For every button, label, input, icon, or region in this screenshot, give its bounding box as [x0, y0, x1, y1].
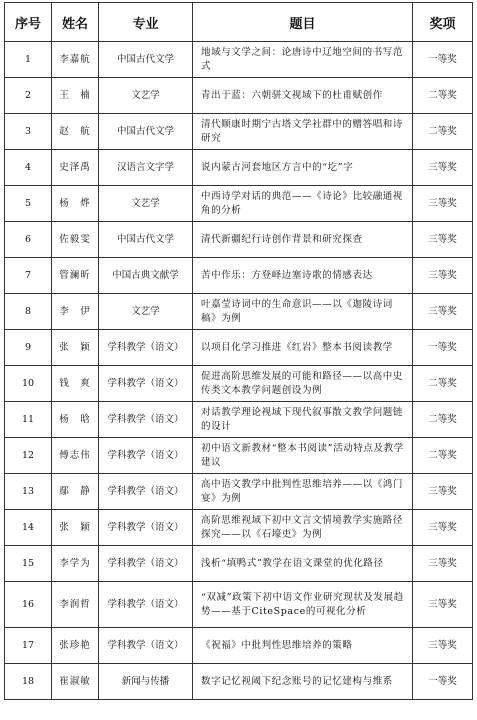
cell-no: 14 — [5, 510, 52, 546]
table-body — [5, 42, 473, 700]
cell-name: 佐毅雯 — [52, 222, 99, 258]
cell-no: 2 — [5, 78, 52, 114]
table-row — [5, 510, 473, 546]
cell-award: 二等奖 — [413, 438, 473, 474]
cell-award: 二等奖 — [413, 78, 473, 114]
cell-name: 钱 爽 — [52, 366, 99, 402]
cell-name: 李嘉航 — [52, 42, 99, 78]
cell-major: 文艺学 — [99, 186, 193, 222]
table-row — [5, 258, 473, 294]
cell-name: 杨 烨 — [52, 186, 99, 222]
cell-award: 三等奖 — [413, 294, 473, 330]
cell-no: 12 — [5, 438, 52, 474]
cell-no: 4 — [5, 150, 52, 186]
cell-no: 3 — [5, 114, 52, 150]
cell-name: 张 颖 — [52, 510, 99, 546]
cell-no: 16 — [5, 582, 52, 628]
cell-major: 学科教学（语文） — [99, 474, 193, 510]
cell-title: 地域与文学之间：论唐诗中辽地空间的书写范式 — [193, 42, 413, 78]
cell-title: 清代新疆纪行诗创作背景和研究探查 — [193, 222, 413, 258]
cell-major: 学科教学（语文） — [99, 438, 193, 474]
table-row — [5, 628, 473, 664]
cell-major: 学科教学（语文） — [99, 330, 193, 366]
table-row — [5, 42, 473, 78]
table-row — [5, 186, 473, 222]
cell-title: 促进高阶思维发展的可能和路径——以高中史传类文本教学问题创设为例 — [193, 366, 413, 402]
cell-no: 7 — [5, 258, 52, 294]
cell-award: 二等奖 — [413, 366, 473, 402]
cell-award: 三等奖 — [413, 258, 473, 294]
cell-major: 文艺学 — [99, 78, 193, 114]
table-row — [5, 546, 473, 582]
header-row — [5, 3, 473, 42]
cell-name: 李 伊 — [52, 294, 99, 330]
cell-award: 三等奖 — [413, 546, 473, 582]
cell-award: 三等奖 — [413, 150, 473, 186]
cell-name: 崔淑敏 — [52, 664, 99, 700]
cell-award: 三等奖 — [413, 222, 473, 258]
cell-no: 1 — [5, 42, 52, 78]
cell-name: 赵 航 — [52, 114, 99, 150]
cell-title: 说内蒙古河套地区方言中的“圪”字 — [193, 150, 413, 186]
table-row — [5, 150, 473, 186]
table-row — [5, 438, 473, 474]
cell-name: 张 颖 — [52, 330, 99, 366]
cell-major: 中国古典文献学 — [99, 258, 193, 294]
awards-table — [4, 2, 473, 700]
cell-title: 青出于蓝：六朝骈文视域下的杜甫赋创作 — [193, 78, 413, 114]
cell-no: 17 — [5, 628, 52, 664]
cell-award: 二等奖 — [413, 114, 473, 150]
table-row — [5, 294, 473, 330]
cell-title: 数字记忆视阈下纪念账号的记忆建构与维系 — [193, 664, 413, 700]
cell-no: 10 — [5, 366, 52, 402]
cell-name: 史泽禹 — [52, 150, 99, 186]
cell-major: 文艺学 — [99, 294, 193, 330]
cell-title: 高中语文教学中批判性思维培养——以《鸿门宴》为例 — [193, 474, 413, 510]
cell-title: 高阶思维视域下初中文言文情境教学实施路径探究——以《石壕吏》为例 — [193, 510, 413, 546]
cell-award: 一等奖 — [413, 42, 473, 78]
cell-title: 叶嘉莹诗词中的生命意识——以《迦陵诗词稿》为例 — [193, 294, 413, 330]
table-row — [5, 366, 473, 402]
cell-award: 三等奖 — [413, 582, 473, 628]
cell-award: 三等奖 — [413, 510, 473, 546]
table-row — [5, 222, 473, 258]
cell-name: 傅志伟 — [52, 438, 99, 474]
cell-major: 新闻与传播 — [99, 664, 193, 700]
cell-title: 初中语文新教材“整本书阅读”活动特点及教学建议 — [193, 438, 413, 474]
cell-no: 9 — [5, 330, 52, 366]
cell-no: 11 — [5, 402, 52, 438]
table-row — [5, 582, 473, 628]
cell-title: 以项目化学习推进《红岩》整本书阅读教学 — [193, 330, 413, 366]
header-name: 姓名 — [52, 3, 99, 42]
header-award: 奖项 — [413, 3, 473, 42]
cell-no: 8 — [5, 294, 52, 330]
cell-major: 汉语言文字学 — [99, 150, 193, 186]
cell-award: 三等奖 — [413, 474, 473, 510]
table-row — [5, 78, 473, 114]
table-row — [5, 330, 473, 366]
cell-no: 6 — [5, 222, 52, 258]
cell-major: 学科教学（语文） — [99, 402, 193, 438]
cell-major: 学科教学（语文） — [99, 366, 193, 402]
cell-award: 三等奖 — [413, 628, 473, 664]
cell-name: 鄢 静 — [52, 474, 99, 510]
cell-title: 清代顺康时期宁古塔文学社群中的赠答唱和诗研究 — [193, 114, 413, 150]
cell-major: 学科教学（语文） — [99, 546, 193, 582]
cell-major: 学科教学（语文） — [99, 582, 193, 628]
cell-name: 张珍艳 — [52, 628, 99, 664]
cell-award: 三等奖 — [413, 186, 473, 222]
cell-name: 王 楠 — [52, 78, 99, 114]
header-title: 题目 — [193, 3, 413, 42]
cell-title: 中西诗学对话的典范——《诗论》比较融通视角的分析 — [193, 186, 413, 222]
cell-major: 中国古代文学 — [99, 222, 193, 258]
cell-title: 苦中作乐：方登峄边塞诗歌的情感表达 — [193, 258, 413, 294]
cell-major: 学科教学（语文） — [99, 510, 193, 546]
header-no: 序号 — [5, 3, 52, 42]
cell-major: 学科教学（语文） — [99, 628, 193, 664]
cell-name: 杨 晗 — [52, 402, 99, 438]
table-row — [5, 474, 473, 510]
cell-award: 一等奖 — [413, 664, 473, 700]
header-major: 专业 — [99, 3, 193, 42]
cell-major: 中国古代文学 — [99, 42, 193, 78]
cell-major: 中国古代文学 — [99, 114, 193, 150]
cell-no: 18 — [5, 664, 52, 700]
cell-no: 5 — [5, 186, 52, 222]
cell-title: 对话教学理论视域下现代叙事散文教学问题链的设计 — [193, 402, 413, 438]
table-row — [5, 114, 473, 150]
table-row — [5, 402, 473, 438]
table-row — [5, 664, 473, 700]
cell-no: 13 — [5, 474, 52, 510]
cell-award: 一等奖 — [413, 330, 473, 366]
cell-title: 《祝福》中批判性思维培养的策略 — [193, 628, 413, 664]
cell-name: 管澜昕 — [52, 258, 99, 294]
cell-award: 二等奖 — [413, 402, 473, 438]
cell-title: 浅析“填鸭式”教学在语文课堂的优化路径 — [193, 546, 413, 582]
cell-no: 15 — [5, 546, 52, 582]
cell-title: “双减”政策下初中语文作业研究现状及发展趋势——基于CiteSpace的可视化分析 — [193, 582, 413, 628]
cell-name: 李学为 — [52, 546, 99, 582]
cell-name: 李润哲 — [52, 582, 99, 628]
